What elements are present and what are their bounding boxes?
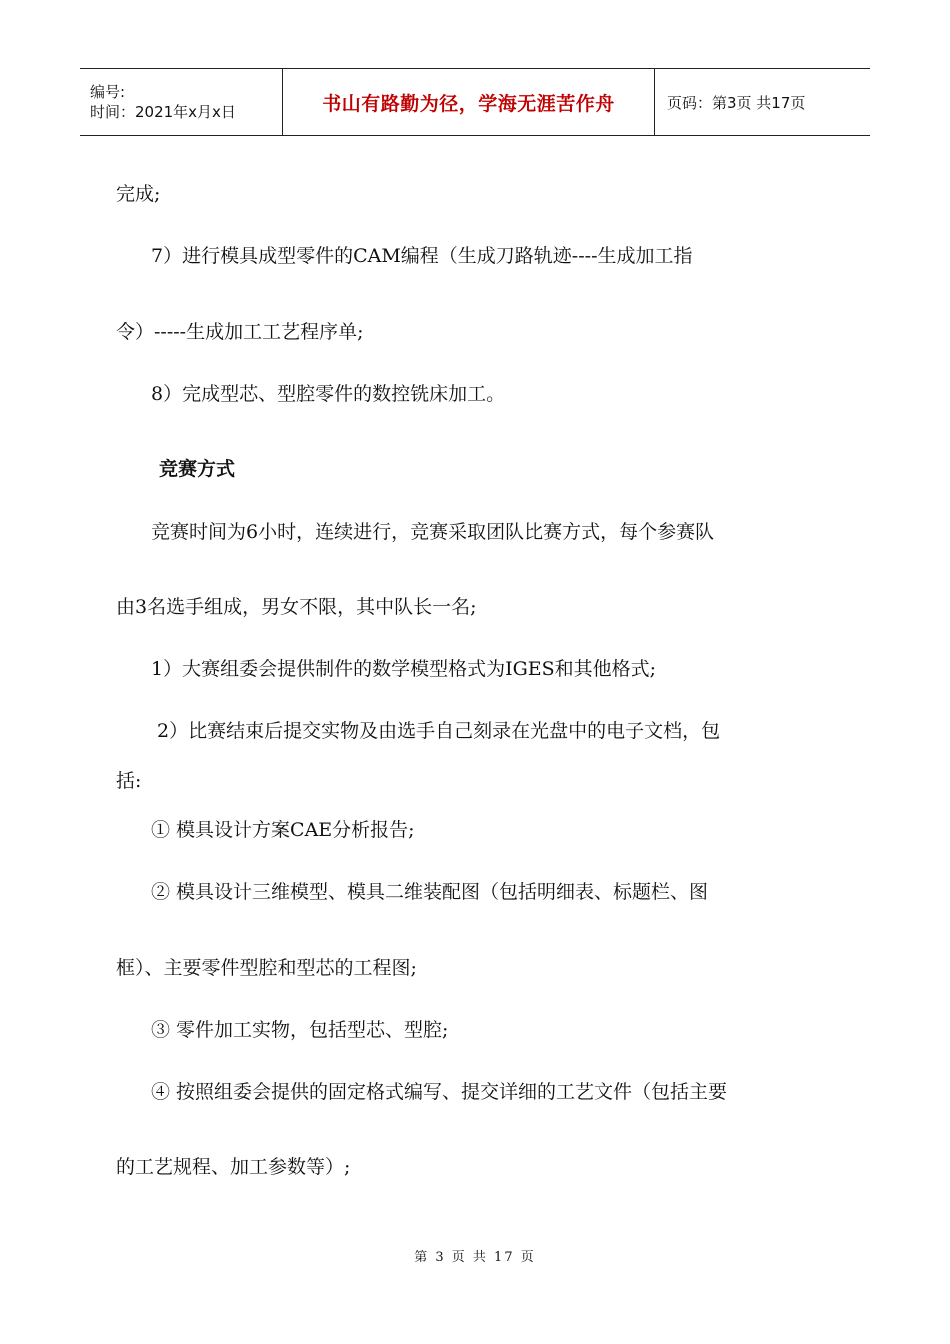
document-number-label: 编号: [90, 83, 126, 101]
header-motto-cell [283, 69, 655, 135]
list-item: ① 模具设计方案CAE分析报告; [151, 819, 415, 841]
paragraph-line: 令）-----生成加工工艺程序单; [116, 321, 364, 343]
paragraph-line: 由3名选手组成，男女不限，其中队长一名; [116, 596, 477, 618]
paragraph-line: 竞赛时间为6小时，连续进行，竞赛采取团队比赛方式，每个参赛队 [151, 521, 715, 543]
page-footer: 第 3 页 共 17 页 [414, 1250, 536, 1265]
paragraph-line: 完成; [116, 183, 161, 205]
section-heading: 竞赛方式 [159, 458, 236, 480]
paragraph-line: 括: [116, 770, 142, 792]
paragraph-line: 1）大赛组委会提供制件的数学模型格式为IGES和其他格式; [151, 658, 657, 680]
document-header [80, 68, 870, 136]
header-page-info: 页码：第3页 共17页 [667, 93, 806, 112]
paragraph-line: 7）进行模具成型零件的CAM编程（生成刀路轨迹----生成加工指 [151, 245, 693, 267]
paragraph-line: 2）比赛结束后提交实物及由选手自己刻录在光盘中的电子文档，包 [157, 720, 721, 742]
document-time-label: 时间：2021年x月x日 [90, 103, 236, 121]
paragraph-line: 8）完成型芯、型腔零件的数控铣床加工。 [151, 383, 506, 405]
header-page-cell [655, 69, 870, 135]
list-item: ③ 零件加工实物，包括型芯、型腔; [151, 1019, 449, 1041]
paragraph-line: 框）、主要零件型腔和型芯的工程图; [116, 957, 417, 979]
header-meta-cell [80, 69, 283, 135]
list-item: ② 模具设计三维模型、模具二维装配图（包括明细表、标题栏、图 [151, 881, 709, 903]
paragraph-line: 的工艺规程、加工参数等）; [116, 1156, 351, 1178]
header-motto: 书山有路勤为径，学海无涯苦作舟 [322, 92, 615, 115]
list-item: ④ 按照组委会提供的固定格式编写、提交详细的工艺文件（包括主要 [151, 1081, 728, 1103]
